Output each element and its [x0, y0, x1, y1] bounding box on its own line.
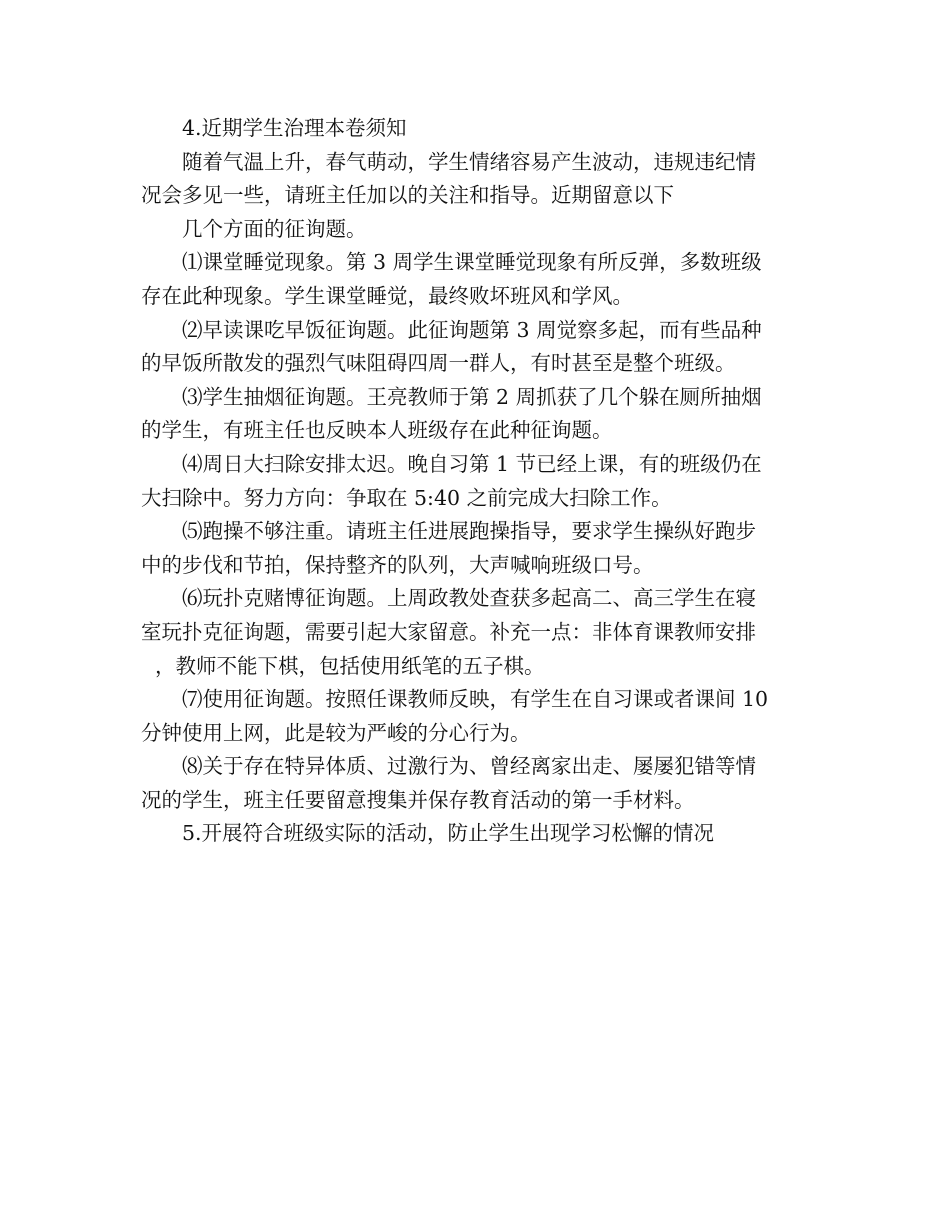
list-item-3-line: 的学生，有班主任也反映本人班级存在此种征询题。: [141, 418, 613, 443]
list-item-1-line: 存在此种现象。学生课堂睡觉，最终败坏班风和学风。: [141, 283, 633, 308]
list-item-6-line: ⑹玩扑克赌博征询题。上周政教处查获多起高二、高三学生在寝: [182, 586, 756, 611]
list-item-8-line: 况的学生，班主任要留意搜集并保存教育活动的第一手材料。: [141, 787, 695, 812]
section-heading-4: 4.近期学生治理本卷须知: [182, 116, 407, 140]
paragraph-line: 况会多见一些，请班主任加以的关注和指导。近期留意以下: [141, 183, 674, 208]
list-item-4-line: 大扫除中。努力方向：争取在 5:40 之前完成大扫除工作。: [141, 485, 672, 510]
list-item-3-line: ⑶学生抽烟征询题。王亮教师于第 2 周抓获了几个躲在厕所抽烟: [182, 384, 762, 409]
list-item-2-line: 的早饭所散发的强烈气味阻碍四周一群人，有时甚至是整个班级。: [141, 351, 736, 376]
list-item-5-line: 中的步伐和节拍，保持整齐的队列，大声喊响班级口号。: [141, 552, 654, 577]
list-item-6-line: 室玩扑克征询题，需要引起大家留意。补充一点：非体育课教师安排: [141, 619, 756, 644]
paragraph-line: 随着气温上升，春气萌动，学生情绪容易产生波动，违规违纪情: [182, 149, 756, 174]
document-body: [141, 112, 813, 851]
list-item-8-line: ⑻关于存在特异体质、过激行为、曾经离家出走、屡屡犯错等情: [182, 754, 756, 779]
paragraph-line: 几个方面的征询题。: [182, 216, 367, 241]
list-item-1-line: ⑴课堂睡觉现象。第 3 周学生课堂睡觉现象有所反弹，多数班级: [182, 250, 762, 275]
list-item-5-line: ⑸跑操不够注重。请班主任进展跑操指导，要求学生操纵好跑步: [182, 519, 756, 544]
section-heading-5: 5.开展符合班级实际的活动，防止学生出现学习松懈的情况: [182, 821, 715, 846]
list-item-7-line: 分钟使用上网，此是较为严峻的分心行为。: [141, 720, 531, 745]
list-item-4-line: ⑷周日大扫除安排太迟。晚自习第 1 节已经上课，有的班级仍在: [182, 451, 762, 476]
list-item-2-line: ⑵早读课吃早饭征询题。此征询题第 3 周觉察多起，而有些品种: [182, 317, 762, 342]
list-item-6-line: ，教师不能下棋，包括使用纸笔的五子棋。: [155, 653, 545, 678]
list-item-7-line: ⑺使用征询题。按照任课教师反映，有学生在自习课或者课间 10: [182, 687, 769, 712]
